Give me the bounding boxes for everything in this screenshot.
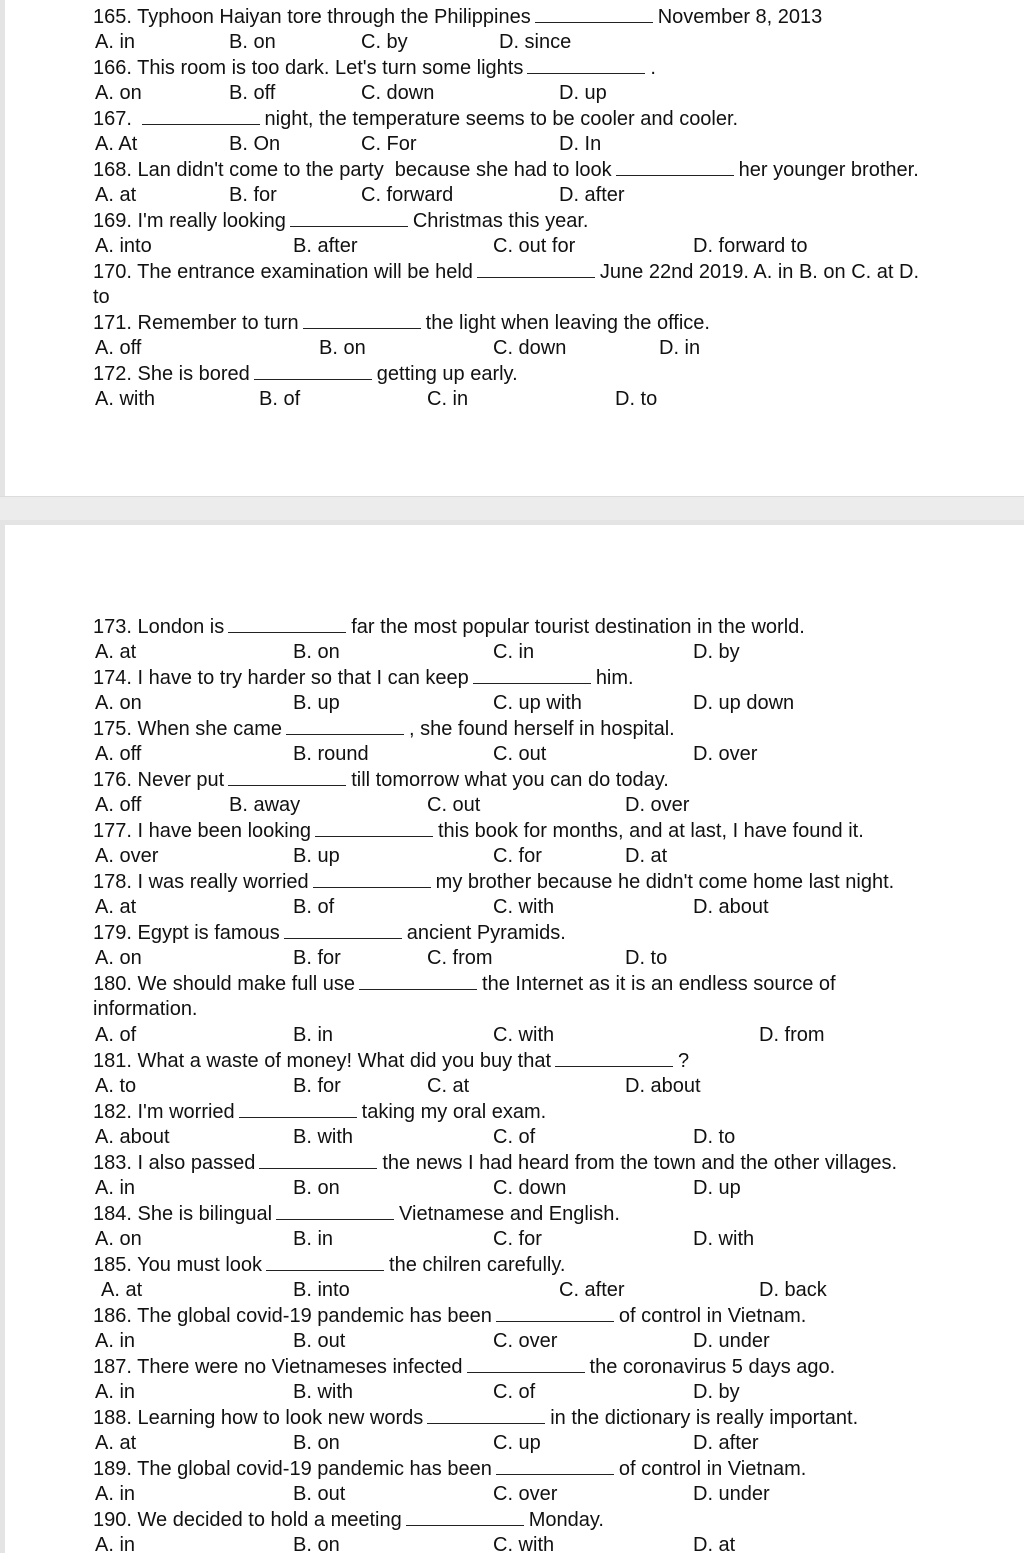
option-173-a: A. at — [95, 641, 137, 663]
option-186-a: A. in — [95, 1330, 136, 1352]
question-text-after: June 22nd 2019. A. in B. on C. at D. — [599, 261, 920, 283]
option-167-b: B. On — [229, 133, 281, 155]
question-181 — [93, 1048, 689, 1074]
question-number: 171. — [93, 312, 132, 334]
question-190 — [93, 1507, 604, 1533]
question-text-after: Monday. — [528, 1509, 604, 1531]
answer-blank — [266, 1252, 384, 1271]
question-text-after: taking my oral exam. — [361, 1101, 547, 1123]
question-text-before: What a waste of money! What did you buy that — [137, 1050, 552, 1072]
question-text-before: I was really worried — [137, 871, 309, 893]
answer-blank — [286, 716, 404, 735]
option-167-c: C. For — [361, 133, 417, 155]
option-178-d: D. about — [693, 896, 769, 918]
question-text-before: When she came — [137, 718, 283, 740]
worksheet-page-top — [0, 0, 1024, 496]
question-178 — [93, 869, 894, 895]
question-text-after: ? — [678, 1050, 690, 1072]
answer-blank — [228, 767, 346, 786]
option-188-d: D. after — [693, 1432, 759, 1454]
option-174-b: B. up — [293, 692, 340, 714]
question-184 — [93, 1201, 620, 1227]
question-165 — [93, 4, 822, 30]
question-number: 184. — [93, 1203, 132, 1225]
option-177-c: C. for — [493, 845, 542, 867]
question-number: 188. — [93, 1407, 132, 1429]
option-188-c: C. up — [493, 1432, 541, 1454]
question-text-before: I have to try harder so that I can keep — [137, 667, 469, 689]
option-172-a: A. with — [95, 388, 156, 410]
worksheet-page-bottom — [0, 520, 1024, 1556]
question-text-after: in the dictionary is really important. — [550, 1407, 859, 1429]
question-number: 178. — [93, 871, 132, 893]
answer-blank — [616, 157, 734, 176]
answer-blank — [239, 1099, 357, 1118]
option-181-c: C. at — [427, 1075, 470, 1097]
question-185 — [93, 1252, 565, 1278]
option-186-b: B. out — [293, 1330, 346, 1352]
option-184-c: C. for — [493, 1228, 542, 1250]
question-179 — [93, 920, 566, 946]
page-gap — [0, 496, 1024, 521]
option-187-b: B. with — [293, 1381, 354, 1403]
question-text-after: the coronavirus 5 days ago. — [589, 1356, 836, 1378]
question-text-after: the chilren carefully. — [389, 1254, 566, 1276]
question-text-after: of control in Vietnam. — [618, 1305, 807, 1327]
question-number: 190. — [93, 1509, 132, 1531]
option-178-c: C. with — [493, 896, 555, 918]
option-185-a: A. at — [101, 1279, 143, 1301]
question-text-before: Remember to turn — [137, 312, 299, 334]
question-text-before: You must look — [137, 1254, 263, 1276]
answer-blank — [303, 310, 421, 329]
answer-blank — [254, 361, 372, 380]
option-168-a: A. at — [95, 184, 137, 206]
question-text-after: ancient Pyramids. — [406, 922, 566, 944]
answer-blank — [467, 1354, 585, 1373]
option-166-b: B. off — [229, 82, 276, 104]
option-165-b: B. on — [229, 31, 276, 53]
option-176-a: A. off — [95, 794, 142, 816]
option-172-b: B. of — [259, 388, 301, 410]
option-179-d: D. to — [625, 947, 668, 969]
question-text-before: We should make full use — [137, 973, 356, 995]
answer-blank — [259, 1150, 377, 1169]
option-169-d: D. forward to — [693, 235, 808, 257]
question-text-after: night, the temperature seems to be cooler and cooler. — [264, 108, 739, 130]
question-text-after: the Internet as it is an endless source of — [482, 973, 836, 995]
question-169 — [93, 208, 588, 234]
option-166-c: C. down — [361, 82, 435, 104]
option-169-b: B. after — [293, 235, 358, 257]
question-number: 183. — [93, 1152, 132, 1174]
question-text-before: She is bored — [137, 363, 250, 385]
question-170-continuation: to — [93, 285, 110, 308]
question-text-after: , she found herself in hospital. — [409, 718, 675, 740]
option-181-b: B. for — [293, 1075, 341, 1097]
question-text-after: my brother because he didn't come home last night. — [435, 871, 895, 893]
answer-blank — [313, 869, 431, 888]
question-number: 173. — [93, 616, 132, 638]
question-text-before: I have been looking — [137, 820, 311, 842]
answer-blank — [228, 614, 346, 633]
question-number: 167. — [93, 108, 132, 130]
question-166 — [93, 55, 656, 81]
question-187 — [93, 1354, 835, 1380]
option-185-c: C. after — [559, 1279, 625, 1301]
option-174-d: D. up down — [693, 692, 795, 714]
option-171-d: D. in — [659, 337, 701, 359]
question-177 — [93, 818, 864, 844]
question-text-before: We decided to hold a meeting — [137, 1509, 402, 1531]
question-text-after: the news I had heard from the town and the other villages. — [382, 1152, 898, 1174]
option-189-a: A. in — [95, 1483, 136, 1505]
option-180-b: B. in — [293, 1024, 334, 1046]
option-176-d: D. over — [625, 794, 690, 816]
option-188-b: B. on — [293, 1432, 340, 1454]
option-180-d: D. from — [759, 1024, 825, 1046]
option-165-c: C. by — [361, 31, 408, 53]
option-177-a: A. over — [95, 845, 159, 867]
question-183 — [93, 1150, 897, 1176]
answer-blank — [496, 1456, 614, 1475]
question-text-before: I'm really looking — [137, 210, 286, 232]
question-text-after: the light when leaving the office. — [425, 312, 710, 334]
option-183-d: D. up — [693, 1177, 741, 1199]
question-number: 179. — [93, 922, 132, 944]
option-179-c: C. from — [427, 947, 493, 969]
question-167 — [93, 106, 738, 132]
question-text-after: November 8, 2013 — [657, 6, 823, 28]
question-text-before: I'm worried — [137, 1101, 235, 1123]
question-text-after: far the most popular tourist destination in the world. — [351, 616, 805, 638]
question-text-before: Typhoon Haiyan tore through the Philippines — [137, 6, 531, 28]
option-175-a: A. off — [95, 743, 142, 765]
option-190-a: A. in — [95, 1534, 136, 1556]
question-number: 189. — [93, 1458, 132, 1480]
option-168-b: B. for — [229, 184, 277, 206]
question-172 — [93, 361, 518, 387]
question-number: 168. — [93, 159, 132, 181]
question-number: 186. — [93, 1305, 132, 1327]
question-168 — [93, 157, 919, 183]
question-170 — [93, 259, 919, 285]
option-175-b: B. round — [293, 743, 369, 765]
option-168-c: C. forward — [361, 184, 454, 206]
option-181-d: D. about — [625, 1075, 701, 1097]
question-text-before: The entrance examination will be held — [137, 261, 473, 283]
option-171-b: B. on — [319, 337, 366, 359]
option-174-c: C. up with — [493, 692, 582, 714]
option-190-c: C. with — [493, 1534, 555, 1556]
question-number: 185. — [93, 1254, 132, 1276]
question-text-before: This room is too dark. Let's turn some lights — [137, 57, 524, 79]
option-177-b: B. up — [293, 845, 340, 867]
question-175 — [93, 716, 675, 742]
option-182-c: C. of — [493, 1126, 536, 1148]
question-number: 170. — [93, 261, 132, 283]
question-number: 174. — [93, 667, 132, 689]
option-183-c: C. down — [493, 1177, 567, 1199]
question-text-after: her younger brother. — [738, 159, 919, 181]
option-189-c: C. over — [493, 1483, 558, 1505]
option-185-d: D. back — [759, 1279, 827, 1301]
question-189 — [93, 1456, 806, 1482]
option-190-b: B. on — [293, 1534, 340, 1556]
question-text-after: him. — [595, 667, 634, 689]
question-180 — [93, 971, 836, 997]
question-number: 176. — [93, 769, 132, 791]
answer-blank — [359, 971, 477, 990]
answer-blank — [290, 208, 408, 227]
option-187-a: A. in — [95, 1381, 136, 1403]
question-number: 182. — [93, 1101, 132, 1123]
option-183-b: B. on — [293, 1177, 340, 1199]
question-text-after: Vietnamese and English. — [399, 1203, 620, 1225]
question-text-after: getting up early. — [376, 363, 518, 385]
option-188-a: A. at — [95, 1432, 137, 1454]
question-number: 175. — [93, 718, 132, 740]
answer-blank — [496, 1303, 614, 1322]
option-167-d: D. In — [559, 133, 602, 155]
option-189-b: B. out — [293, 1483, 346, 1505]
option-173-d: D. by — [693, 641, 740, 663]
question-number: 177. — [93, 820, 132, 842]
option-169-a: A. into — [95, 235, 152, 257]
option-167-a: A. At — [95, 133, 138, 155]
question-171 — [93, 310, 710, 336]
option-174-a: A. on — [95, 692, 142, 714]
question-text-after: Christmas this year. — [412, 210, 589, 232]
question-text-before: London is — [137, 616, 225, 638]
answer-blank — [527, 55, 645, 74]
question-text-after: this book for months, and at last, I have found it. — [437, 820, 864, 842]
option-178-b: B. of — [293, 896, 335, 918]
question-text-after: till tomorrow what you can do today. — [351, 769, 669, 791]
option-175-c: C. out — [493, 743, 547, 765]
option-171-a: A. off — [95, 337, 142, 359]
option-187-d: D. by — [693, 1381, 740, 1403]
answer-blank — [406, 1507, 524, 1526]
option-176-c: C. out — [427, 794, 481, 816]
question-text-before: She is bilingual — [137, 1203, 273, 1225]
answer-blank — [276, 1201, 394, 1220]
option-184-d: D. with — [693, 1228, 755, 1250]
option-176-b: B. away — [229, 794, 301, 816]
question-text-before: Never put — [137, 769, 225, 791]
question-176 — [93, 767, 669, 793]
answer-blank — [284, 920, 402, 939]
answer-blank — [555, 1048, 673, 1067]
question-186 — [93, 1303, 806, 1329]
option-177-d: D. at — [625, 845, 668, 867]
option-173-b: B. on — [293, 641, 340, 663]
option-187-c: C. of — [493, 1381, 536, 1403]
option-182-b: B. with — [293, 1126, 354, 1148]
option-165-d: D. since — [499, 31, 572, 53]
answer-blank — [477, 259, 595, 278]
option-189-d: D. under — [693, 1483, 770, 1505]
question-text-before: Egypt is famous — [137, 922, 280, 944]
question-182 — [93, 1099, 546, 1125]
answer-blank — [535, 4, 653, 23]
question-number: 169. — [93, 210, 132, 232]
option-179-b: B. for — [293, 947, 341, 969]
question-number: 181. — [93, 1050, 132, 1072]
answer-blank — [427, 1405, 545, 1424]
answer-blank — [315, 818, 433, 837]
option-184-a: A. on — [95, 1228, 142, 1250]
option-178-a: A. at — [95, 896, 137, 918]
question-text-before: There were no Vietnameses infected — [137, 1356, 463, 1378]
option-165-a: A. in — [95, 31, 136, 53]
option-186-c: C. over — [493, 1330, 558, 1352]
option-183-a: A. in — [95, 1177, 136, 1199]
option-190-d: D. at — [693, 1534, 736, 1556]
option-180-c: C. with — [493, 1024, 555, 1046]
question-number: 165. — [93, 6, 132, 28]
option-181-a: A. to — [95, 1075, 137, 1097]
option-182-a: A. about — [95, 1126, 170, 1148]
option-186-d: D. under — [693, 1330, 770, 1352]
question-188 — [93, 1405, 858, 1431]
option-169-c: C. out for — [493, 235, 576, 257]
question-text-before: Lan didn't come to the party because she had to look — [137, 159, 612, 181]
option-185-b: B. into — [293, 1279, 350, 1301]
option-171-c: C. down — [493, 337, 567, 359]
option-175-d: D. over — [693, 743, 758, 765]
option-182-d: D. to — [693, 1126, 736, 1148]
question-180-continuation: information. — [93, 997, 198, 1020]
answer-blank — [473, 665, 591, 684]
option-168-d: D. after — [559, 184, 625, 206]
option-172-d: D. to — [615, 388, 658, 410]
option-184-b: B. in — [293, 1228, 334, 1250]
question-173 — [93, 614, 805, 640]
option-173-c: C. in — [493, 641, 535, 663]
question-number: 166. — [93, 57, 132, 79]
question-number: 187. — [93, 1356, 132, 1378]
option-166-a: A. on — [95, 82, 142, 104]
question-text-after: . — [650, 57, 656, 79]
question-text-before: I also passed — [137, 1152, 256, 1174]
question-text-before: The global covid-19 pandemic has been — [137, 1458, 492, 1480]
question-text-before: The global covid-19 pandemic has been — [137, 1305, 492, 1327]
question-174 — [93, 665, 634, 691]
option-179-a: A. on — [95, 947, 142, 969]
option-180-a: A. of — [95, 1024, 137, 1046]
question-number: 172. — [93, 363, 132, 385]
question-text-after: of control in Vietnam. — [618, 1458, 807, 1480]
question-number: 180. — [93, 973, 132, 995]
question-text-before: Learning how to look new words — [137, 1407, 424, 1429]
answer-blank — [142, 106, 260, 125]
option-172-c: C. in — [427, 388, 469, 410]
option-166-d: D. up — [559, 82, 607, 104]
